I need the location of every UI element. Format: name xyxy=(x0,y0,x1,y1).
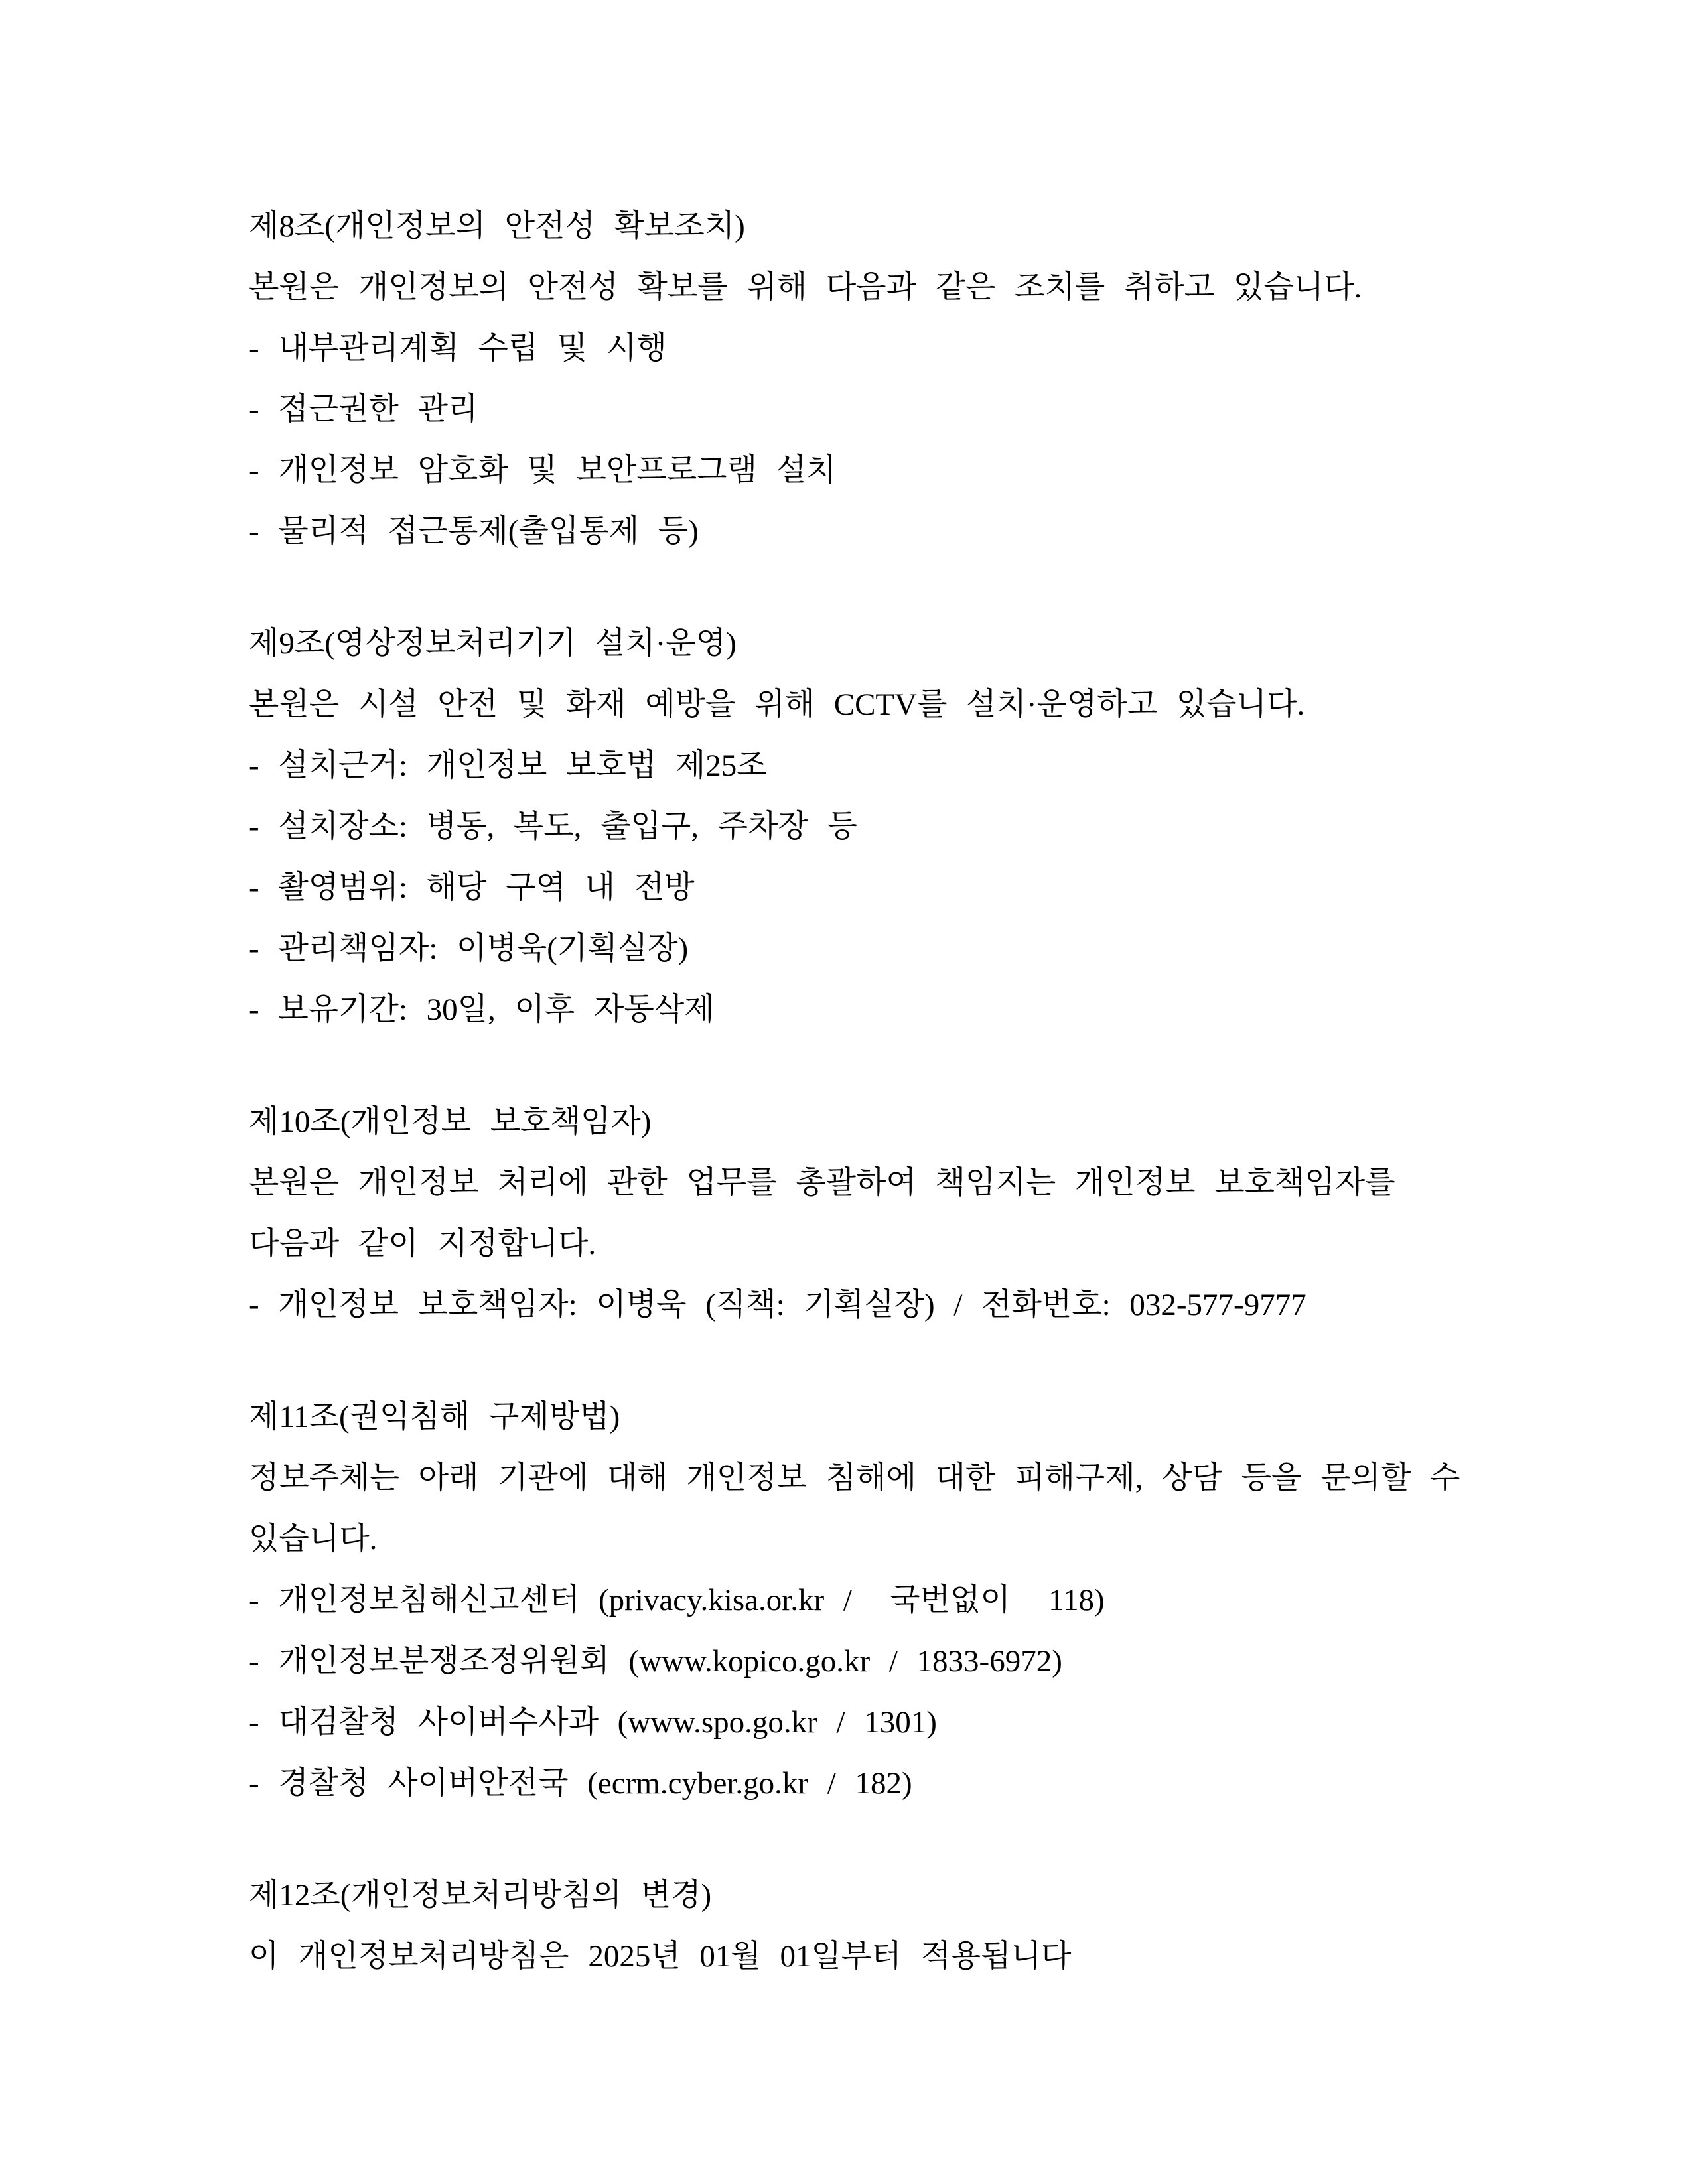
article-10 xyxy=(249,1091,1437,1335)
article-11-line-4: - 개인정보분쟁조정위원회 (www.kopico.go.kr / 1833-6972) xyxy=(249,1644,1062,1678)
article-12 xyxy=(249,1865,1437,1987)
article-9 xyxy=(249,613,1437,1040)
article-11-line-5: - 대검찰청 사이버수사과 (www.spo.go.kr / 1301) xyxy=(249,1705,937,1740)
article-9-line-3: - 설치장소: 병동, 복도, 출입구, 주차장 등 xyxy=(249,809,858,844)
article-11-line-3: - 개인정보침해신고센터 (privacy.kisa.or.kr / 국번없이 118) xyxy=(249,1583,1105,1617)
article-9-line-5: - 관리책임자: 이병욱(기획실장) xyxy=(249,931,689,966)
document-content xyxy=(249,196,1460,1987)
article-9-line-2: - 설치근거: 개인정보 보호법 제25조 xyxy=(249,748,767,783)
article-9-line-4: - 촬영범위: 해당 구역 내 전방 xyxy=(249,870,695,905)
article-10-line-1: 본원은 개인정보 처리에 관한 업무를 총괄하여 책임지는 개인정보 보호책임자를 xyxy=(249,1166,1395,1200)
article-8 xyxy=(249,196,1437,562)
article-8-line-1: 본원은 개인정보의 안전성 확보를 위해 다음과 같은 조치를 취하고 있습니다. xyxy=(249,270,1362,305)
article-12-line-1: 이 개인정보처리방침은 2025년 01월 01일부터 적용됩니다 xyxy=(249,1939,1072,1974)
article-8-line-5: - 물리적 접근통제(출입통제 등) xyxy=(249,514,699,549)
article-10-line-2: 다음과 같이 지정합니다. xyxy=(249,1227,597,1261)
article-9-heading: 제9조(영상정보처리기기 설치·운영) xyxy=(249,626,737,661)
article-11-line-2: 있습니다. xyxy=(249,1522,378,1556)
article-11 xyxy=(249,1387,1460,1814)
article-10-line-3: - 개인정보 보호책임자: 이병욱 (직책: 기획실장) / 전화번호: 032-577-9777 xyxy=(249,1288,1306,1322)
article-8-line-2: - 내부관리계획 수립 및 시행 xyxy=(249,331,667,366)
article-11-line-6: - 경찰청 사이버안전국 (ecrm.cyber.go.kr / 182) xyxy=(249,1766,912,1801)
article-10-heading: 제10조(개인정보 보호책임자) xyxy=(249,1105,652,1139)
article-11-line-1: 정보주체는 아래 기관에 대해 개인정보 침해에 대한 피해구제, 상담 등을 문의할 수 xyxy=(249,1461,1460,1495)
article-12-heading: 제12조(개인정보처리방침의 변경) xyxy=(249,1878,712,1913)
article-11-heading: 제11조(권익침해 구제방법) xyxy=(249,1400,620,1434)
article-8-line-3: - 접근권한 관리 xyxy=(249,392,478,427)
article-9-line-1: 본원은 시설 안전 및 화재 예방을 위해 CCTV를 설치·운영하고 있습니다. xyxy=(249,687,1305,722)
article-9-line-6: - 보유기간: 30일, 이후 자동삭제 xyxy=(249,992,715,1027)
article-8-heading: 제8조(개인정보의 안전성 확보조치) xyxy=(249,209,745,243)
article-8-line-4: - 개인정보 암호화 및 보안프로그램 설치 xyxy=(249,453,837,488)
